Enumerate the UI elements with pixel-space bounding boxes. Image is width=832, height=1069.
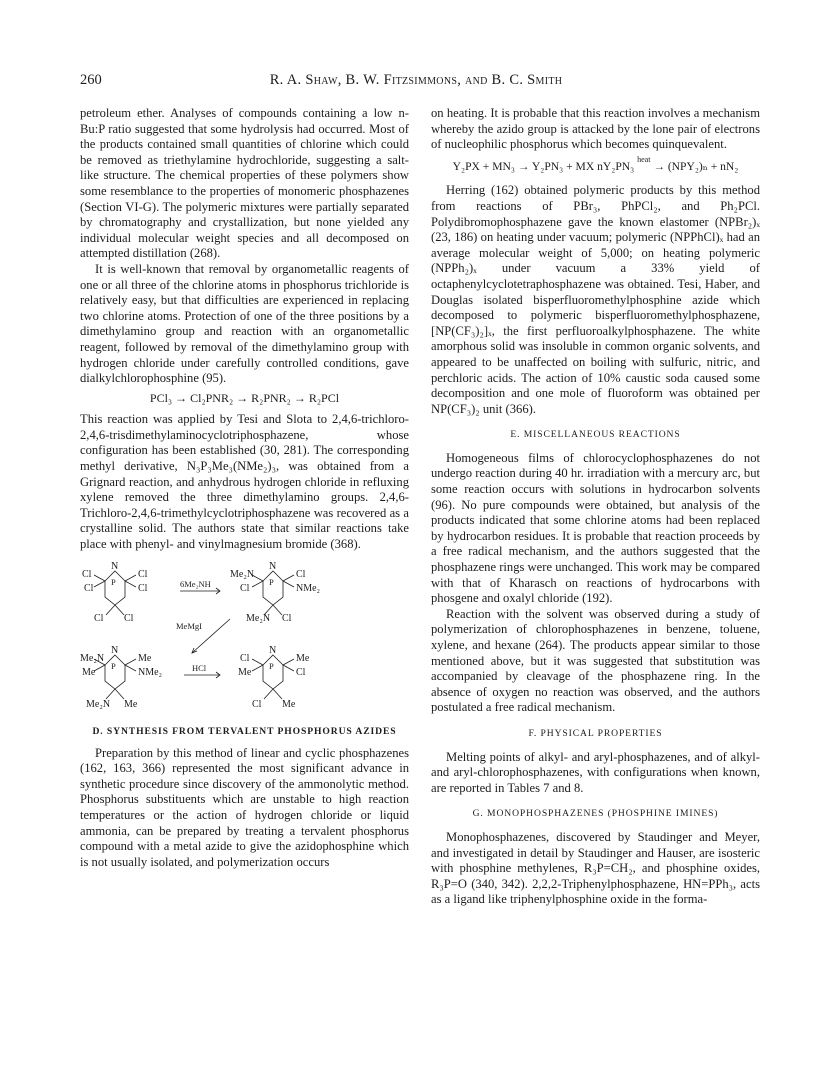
equation [431, 154, 760, 176]
reaction-scheme-figure [80, 557, 409, 715]
left-column [80, 106, 409, 870]
equation: PCl₃ → Cl₂PNR₂ → R₂PNR₂ → R₂PCl [149, 390, 340, 405]
paragraph: Homogeneous films of chlorocyclophosphazenes do not undergo reaction during 40 hr. irradiation with a mercury arc, but some reaction occurs with solutions in hydrocarbon solvents (96). No pure compounds were obtained, but analysis of the products indicated that some chlorine atoms had been replaced by hydrocarbon residues. It is probable that reaction proceeds by a free radical mechanism, and the authors suggested that the phosphazene rings were unchanged. This work may be compared with that of Kharasch on reactions of hydrocarbons with phosgene and oxalyl chloride (192). [431, 450, 760, 606]
scheme-label: Me [296, 652, 310, 664]
equation-condition: heat [637, 154, 651, 164]
scheme-label: Cl [82, 568, 92, 580]
scheme-label: Me₂N [246, 612, 271, 624]
scheme-label: Cl [296, 666, 306, 678]
paragraph: Reaction with the solvent was observed during a study of polymerization of chlorophosphazenes in benzene, toluene, xylene, and hexane (264). The products appear similar to those mentioned above, but it was suggested that substitution was accompanied by cleavage of the phosphazene ring. In the absence of oxygen no reaction was observed, and the authors postulated a free radical mechanism. [431, 606, 760, 715]
scheme-label: Cl [138, 582, 148, 594]
reagent-label: 6Me₂NH [180, 578, 211, 589]
reagent-label: HCl [192, 662, 207, 673]
scheme-atom-label: P [111, 660, 116, 671]
scheme-label: Me₂N [80, 652, 105, 664]
scheme-label: NMe₂ [296, 582, 321, 594]
scheme-label: Me₂N [86, 698, 111, 710]
scheme-label: Cl [84, 582, 94, 594]
scheme-label: Cl [282, 612, 292, 624]
scheme-label: Cl [252, 698, 262, 710]
section-heading: D. SYNTHESIS FROM TERVALENT PHOSPHORUS AZIDES [92, 725, 397, 737]
right-column [431, 106, 760, 908]
scheme-label: Cl [240, 582, 250, 594]
scheme-label: Me [82, 666, 96, 678]
reagent-label: MeMgI [176, 620, 202, 631]
scheme-atom-label: P [269, 576, 274, 587]
scheme-atom-label: P [269, 660, 274, 671]
paragraph: on heating. It is probable that this reaction involves a mechanism whereby the azido group is attacked by the lone pair of electrons of nucleophilic phosphorus which becomes quinquevalent. [431, 106, 760, 152]
section-heading: E. MISCELLANEOUS REACTIONS [510, 429, 681, 441]
paragraph: It is well-known that removal by organometallic reagents of one or all three of the chlorine atoms in phosphorus trichloride is relatively easy, but that difficulties are experienced in replacing two chlorine atoms. Protection of one of the three positions by a dimethylamino group and reaction with an organometallic reagent, followed by removal of the dimethylamino group with hydrogen chloride under carefully controlled conditions, gave dialkylchlorophosphine (95). [80, 261, 409, 386]
section-heading: F. PHYSICAL PROPERTIES [528, 727, 663, 739]
scheme-label: Cl [138, 568, 148, 580]
scheme-label: Me [124, 698, 138, 710]
running-head-authors: R. A. Shaw, B. W. Fitzsimmons, and B. C. Smith [269, 72, 563, 88]
scheme-label: Me [138, 652, 152, 664]
scheme-label: Cl [240, 652, 250, 664]
scheme-label: N [269, 560, 277, 572]
running-header [80, 72, 752, 94]
scheme-label: Cl [296, 568, 306, 580]
scheme-label: Cl [124, 612, 134, 624]
scheme-label: N [111, 644, 119, 656]
scheme-label: Me₂N [230, 568, 255, 580]
scheme-label: Me [282, 698, 296, 710]
paragraph: Melting points of alkyl- and aryl-phosphazenes, and of alkyl- and aryl-chlorophosphazenes, with configurations when known, are reported in Tables 7 and 8. [431, 749, 760, 795]
equation-left: Y₂PX + MN₃ → Y₂PN₃ + MX nY₂PN₃ [452, 159, 635, 173]
section-heading: G. MONOPHOSPHAZENES (PHOSPHINE IMINES) [472, 808, 719, 820]
paragraph: This reaction was applied by Tesi and Slota to 2,4,6-trichloro-2,4,6-trisdimethylaminocyclotriphosphazene, whose configuration has been established (30, 281). The corresponding methyl derivative, N₃P₃Me₃(NMe₂)₃, was obtained from a Grignard reaction, and anhydrous hydrogen chloride in refluxing xylene removed the three dimethylamino groups. 2,4,6-Trichloro-2,4,6-trimethylcyclotriphosphazene was recovered as a crystalline solid. The authors state that similar reactions take place with phenyl- and vinylmagnesium bromide (368). [80, 412, 409, 552]
paragraph: Monophosphazenes, discovered by Staudinger and Meyer, and investigated in detail by Staudinger and Hauser, are isosteric with phosphine methylenes, R₃P=CH₂, and phosphine oxides, R₃P=O (340, 342). 2,2,2-Triphenylphosphazene, HN=PPh₃, acts as a ligand like triphenylphosphine oxide in the forma- [431, 829, 760, 907]
scheme-label: Me [238, 666, 252, 678]
scheme-label: N [269, 644, 277, 656]
equation-right: → (NPY₂)ₙ + nN₂ [653, 159, 739, 173]
scheme-atom-label: P [111, 576, 116, 587]
scheme-label: Cl [94, 612, 104, 624]
paragraph: petroleum ether. Analyses of compounds containing a low n-Bu:P ratio suggested that some hydrolysis had occurred. Most of the products contained small quantities of chlorine which could be removed as triethylamine hydrochloride, suggesting a salt-like structure. The chemical properties of these polymers show some resemblance to the properties of monomeric phosphazenes (Section VI-G). The polymeric mixtures were partially separated by chromatography and crystallization, but none yielded any individual molecular weight species and all decomposed on attempted distillation (268). [80, 106, 409, 261]
paragraph: Herring (162) obtained polymeric products by this method from reactions of PBr₃, PhPCl₂, and Ph₂PCl. Polydibromophosphazene gave the known elastomer (NPBr₂)ₓ (23, 186) on heating under vacuum; polymeric (NPPhCl)ₓ had an average molecular weight of 5,000; on heating polymeric (NPPh₂)ₓ under vacuum a 33% yield of octaphenylcyclotetraphosphazene was obtained. Tesi, Haber, and Douglas isolated bisperfluoromethylphosphine azide which decomposed to polymeric bisperfluoromethylphosphazene, [NP(CF₃)₂]ₓ, the first perfluoroalkylphosphazene. The white amorphous solid was insoluble in common organic solvents, and appeared to be unaffected on boiling with sulfuric, nitric, and perchloric acids. The action of 10% caustic soda caused some decomposition and one mole of fluoroform was obtained per NP(CF₃)₂ unit (366). [431, 183, 760, 416]
page-number: 260 [80, 72, 102, 88]
paragraph: Preparation by this method of linear and cyclic phosphazenes (162, 163, 366) represented the most significant advance in synthetic procedure since discovery of the ammonolytic method. Phosphorus substituents which are unstable to high reaction temperatures or the action of hydrogen chloride or liquid ammonia, can be prepared by treating a tervalent phosphorus compound with a metal azide to give the azidophosphine which is not usually isolated, and polymerization occurs [80, 745, 409, 869]
scheme-label: N [111, 560, 119, 572]
scheme-label: NMe₂ [138, 666, 163, 678]
